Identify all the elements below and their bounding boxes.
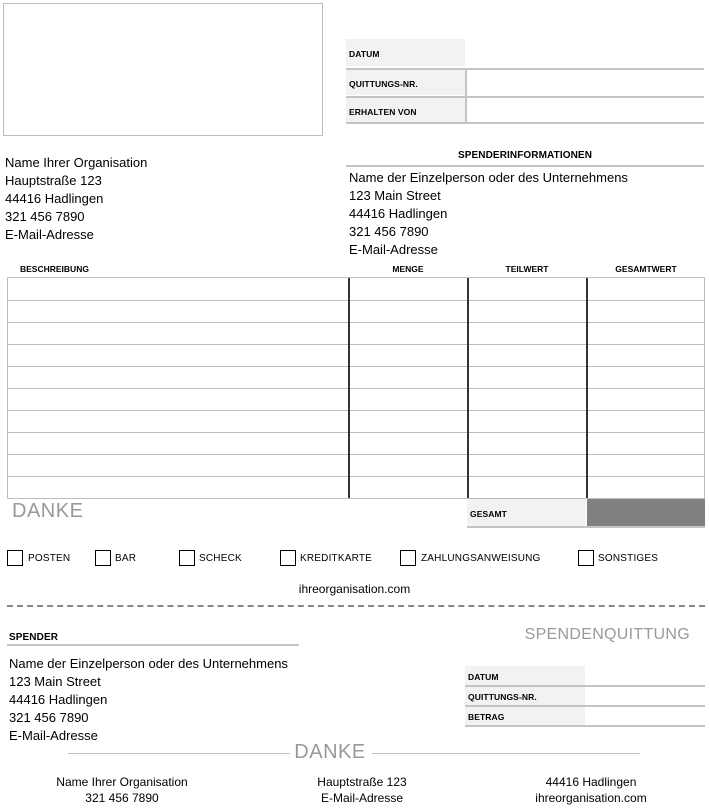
column-divider [586,278,588,498]
header-quantity: MENGE [392,264,424,274]
items-table[interactable] [7,277,705,499]
checkbox-zahlungsanweisung[interactable] [400,550,416,566]
stub-donor-heading: SPENDER [9,632,59,643]
stub-date-value[interactable] [587,666,705,685]
header-unit-value: TEILWERT [505,264,549,274]
organization-address [5,154,147,244]
header-description: BESCHREIBUNG [20,264,89,274]
label-kreditkarte: KREDITKARTE [300,553,373,564]
org-street: Hauptstraße 123 [5,173,102,188]
stub-receipt-number-value[interactable] [587,687,705,705]
stub-amount-value[interactable] [587,707,705,725]
footer-city: 44416 Hadlingen [545,775,637,789]
org-city: 44416 Hadlingen [5,191,104,206]
receipt-number-label: QUITTUNGS-NR. [346,70,465,95]
stub-donor-city: 44416 Hadlingen [9,692,108,707]
date-label: DATUM [346,39,465,66]
checkbox-bar[interactable] [95,550,111,566]
received-from-label: ERHALTEN VON [346,98,465,123]
stub-donor-address [9,655,288,745]
table-row [8,454,704,455]
donor-city: 44416 Hadlingen [349,206,448,221]
thanks-rule-left [68,753,290,754]
table-row [8,322,704,323]
stub-date-label: DATUM [465,666,585,685]
footer-email: E-Mail-Adresse [320,791,404,805]
thanks-rule-right [372,753,640,754]
donor-street: 123 Main Street [349,188,441,203]
receipt-number-value[interactable] [467,68,704,95]
org-phone: 321 456 7890 [5,209,85,224]
stub-donor-street: 123 Main Street [9,674,101,689]
cut-line [7,605,705,607]
checkbox-posten[interactable] [7,550,23,566]
total-rule [467,526,705,528]
date-value[interactable] [467,39,704,66]
table-row [8,410,704,411]
stub-receipt-number-label: QUITTUNGS-NR. [465,687,585,705]
footer-street: Hauptstraße 123 [317,775,407,789]
checkbox-sonstiges[interactable] [578,550,594,566]
label-posten: POSTEN [28,553,71,564]
stub-title: SPENDENQUITTUNG [524,626,690,643]
footer-website: ihreorganisation.com [535,791,647,805]
table-row [8,388,704,389]
header-total-value: GESAMTWERT [615,264,677,274]
org-email: E-Mail-Adresse [5,227,94,242]
website-text: ihreorganisation.com [298,582,411,596]
table-row [8,366,704,367]
label-sonstiges: SONSTIGES [598,553,659,564]
table-row [8,300,704,301]
table-row [8,432,704,433]
stub-amount-label: BETRAG [465,707,585,725]
column-divider [348,278,350,498]
label-scheck: SCHECK [199,553,242,564]
footer-column-3 [491,774,691,806]
donor-name: Name der Einzelperson oder des Unternehmens [349,170,628,185]
date-field[interactable] [346,39,704,67]
table-row [8,476,704,477]
receipt-number-field[interactable] [346,68,704,96]
donor-info-heading: SPENDERINFORMATIONEN [457,150,593,161]
total-value[interactable] [587,499,705,526]
donor-phone: 321 456 7890 [349,224,429,239]
label-zahlungsanweisung: ZAHLUNGSANWEISUNG [421,553,541,564]
received-from-value[interactable] [467,96,704,123]
column-divider [467,278,469,498]
donor-email: E-Mail-Adresse [349,242,438,257]
thanks-text: DANKE [12,500,84,522]
label-bar: BAR [115,553,137,564]
footer-org-name: Name Ihrer Organisation [56,775,188,789]
total-label: GESAMT [467,499,586,526]
stub-donor-name: Name der Einzelperson oder des Unternehmens [9,656,288,671]
checkbox-kreditkarte[interactable] [280,550,296,566]
footer-phone: 321 456 7890 [85,791,159,805]
field-rule [465,725,705,727]
stub-donor-phone: 321 456 7890 [9,710,89,725]
checkbox-scheck[interactable] [179,550,195,566]
field-rule [346,122,704,124]
donor-info-rule [346,165,704,167]
org-name: Name Ihrer Organisation [5,155,148,170]
logo-placeholder [3,3,323,136]
donor-info-address [349,169,628,259]
table-row [8,344,704,345]
footer-column-1 [22,774,222,806]
stub-donor-rule [7,644,299,646]
footer-column-2 [262,774,462,806]
stub-donor-email: E-Mail-Adresse [9,728,98,743]
received-from-field[interactable] [346,96,704,124]
stub-thanks-text: DANKE [294,741,366,763]
